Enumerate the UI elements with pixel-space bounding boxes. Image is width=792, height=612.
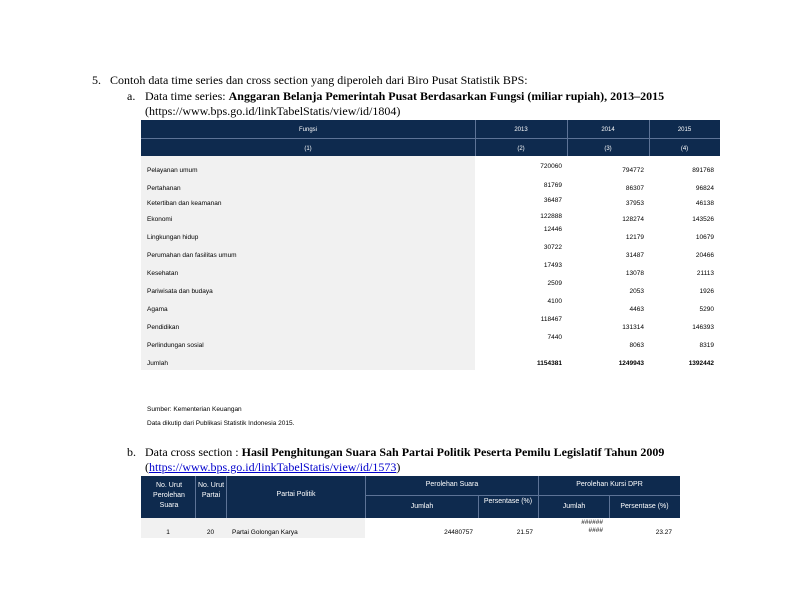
table-a-row-label: Perlindungan sosial xyxy=(147,342,204,349)
table-a-row-label: Ketertiban dan keamanan xyxy=(147,200,222,207)
item-a-letter: a. xyxy=(127,89,136,103)
table-a-row-label: Ekonomi xyxy=(147,216,173,223)
table-a-col-fungsi: Fungsi xyxy=(298,127,317,133)
table-a-cell-2015: 20466 xyxy=(695,252,714,259)
table-a-cell-2014: 131314 xyxy=(622,324,644,331)
item-a-prefix: Data time series: xyxy=(145,89,229,103)
table-a-cell-2013: 122888 xyxy=(540,213,562,220)
table-a-row-label: Agama xyxy=(147,306,168,313)
table-a-cell-2013: 7440 xyxy=(547,334,562,341)
table-a-cell-2015: 146393 xyxy=(692,324,714,331)
table-b-col-no-partai: No. Urut Partai xyxy=(197,482,225,499)
table-b-col-no-perolehan: No. Urut Perolehan Suara xyxy=(153,482,185,509)
table-a-row-label: Pendidikan xyxy=(147,324,180,331)
table-a-cell-2013: 118467 xyxy=(540,316,562,323)
item-b-heading xyxy=(145,445,664,459)
table-a-sub-4: (4) xyxy=(680,146,689,152)
table-b-cell-persen-kursi: 23.27 xyxy=(655,529,672,536)
table-a-cell-2014: 2053 xyxy=(629,288,644,295)
item-a-heading xyxy=(145,89,664,103)
table-a-col-2015: 2015 xyxy=(677,127,692,133)
table-b-col-jumlah-kursi: Jumlah xyxy=(562,503,586,510)
table-a-cell-2015: 5290 xyxy=(699,306,714,313)
table-a-total-2014: 1249943 xyxy=(618,360,644,367)
item-b-url-line xyxy=(145,460,400,474)
table-b-col-persen-suara: Persentase (%) xyxy=(483,498,533,505)
table-a-cell-2013: 720060 xyxy=(540,163,562,170)
item-b-url-link[interactable]: https://www.bps.go.id/linkTabelStatis/view/id/1573 xyxy=(149,460,397,474)
table-a-total-2015: 1392442 xyxy=(688,360,714,367)
table-a-col-2013: 2013 xyxy=(514,127,528,133)
table-a-cell-2014: 12179 xyxy=(625,234,644,241)
table-a-cell-2015: 1926 xyxy=(699,288,714,295)
table-a-row-label: Pertahanan xyxy=(147,185,181,192)
table-a-sub-1: (1) xyxy=(304,146,312,152)
table-a-cell-2013: 2509 xyxy=(547,280,562,287)
table-b-cell-kursi-2: #### xyxy=(588,527,603,534)
table-a-citation: Data dikutip dari Publikasi Statistik Indonesia 2015. xyxy=(147,420,295,427)
table-b-cell-jumlah: 24480757 xyxy=(444,529,473,536)
table-a-row-label: Lingkungan hidup xyxy=(147,234,199,241)
table-a-cell-2015: 8319 xyxy=(699,342,714,349)
table-a-cell-2015: 10679 xyxy=(695,234,714,241)
table-a-cell-2015: 143526 xyxy=(692,216,714,223)
table-a-row-label: Kesehatan xyxy=(147,270,179,277)
item-b-prefix: Data cross section : xyxy=(145,445,242,459)
table-a-source: Sumber: Kementerian Keuangan xyxy=(147,406,242,413)
table-a xyxy=(141,120,720,370)
table-a-cell-2015: 46138 xyxy=(695,200,714,207)
table-a-cell-2014: 794772 xyxy=(622,167,644,174)
table-a-cell-2014: 128274 xyxy=(622,216,644,223)
table-b-cell-kursi-1: ###### xyxy=(581,519,603,526)
table-a-cell-2013: 17493 xyxy=(543,262,562,269)
table-b-cell-persen: 21.57 xyxy=(516,529,533,536)
table-a-cell-2014: 8063 xyxy=(629,342,644,349)
item-b-url-close: ) xyxy=(396,460,401,474)
item-5-number: 5. xyxy=(92,73,101,87)
table-a-cell-2013: 81769 xyxy=(543,182,562,189)
item-b-title: Hasil Penghitungan Suara Sah Partai Politik Peserta Pemilu Legislatif Tahun 2009 xyxy=(241,445,665,459)
table-a-cell-2015: 891768 xyxy=(692,167,714,174)
item-a-url: (https://www.bps.go.id/linkTabelStatis/view/id/1804) xyxy=(145,104,401,118)
table-a-cell-2014: 13078 xyxy=(625,270,644,277)
table-a-total-2013: 1154381 xyxy=(537,360,562,367)
table-a-row-label: Pariwisata dan budaya xyxy=(147,288,213,295)
table-a-row-label: Perumahan dan fasilitas umum xyxy=(147,252,237,259)
table-a-cell-2014: 37953 xyxy=(625,200,644,207)
table-b-col-perolehan-kursi: Perolehan Kursi DPR xyxy=(576,481,643,488)
table-a-cell-2015: 21113 xyxy=(696,270,714,277)
item-b-letter: b. xyxy=(127,445,136,459)
table-b-cell-partai: Partai Golongan Karya xyxy=(232,529,298,536)
table-a-cell-2014: 4463 xyxy=(629,306,644,313)
table-a-header xyxy=(141,120,720,156)
table-a-col-2014: 2014 xyxy=(601,127,615,133)
table-b-col-perolehan-suara: Perolehan Suara xyxy=(425,481,479,488)
table-b-col-persen-kursi: Persentase (%) xyxy=(620,503,669,510)
table-a-sub-3: (3) xyxy=(604,146,612,152)
item-b-url-open: ( xyxy=(145,460,149,474)
table-b-header xyxy=(141,476,680,518)
table-b-col-jumlah-suara: Jumlah xyxy=(410,503,434,510)
table-a-cell-2013: 12446 xyxy=(543,226,562,233)
table-b-col-partai: Partai Politik xyxy=(276,491,316,498)
table-b-cell-no-partai: 20 xyxy=(206,529,215,536)
item-a-title: Anggaran Belanja Pemerintah Pusat Berdasarkan Fungsi (miliar rupiah), 2013–2015 xyxy=(228,89,665,103)
table-a-cell-2013: 36487 xyxy=(543,197,562,204)
table-b-cell-no-perolehan: 1 xyxy=(166,529,170,536)
table-a-total-label: Jumlah xyxy=(147,360,168,367)
table-a-cell-2013: 30722 xyxy=(543,244,562,251)
table-b xyxy=(141,476,680,542)
table-a-row-label: Pelayanan umum xyxy=(147,167,198,174)
table-a-sub-2: (2) xyxy=(517,146,525,152)
item-5-text: Contoh data time series dan cross section yang diperoleh dari Biro Pusat Statistik BPS: xyxy=(110,73,528,87)
table-a-cell-2015: 96824 xyxy=(695,185,714,192)
table-a-cell-2014: 31487 xyxy=(625,252,644,259)
table-a-cell-2013: 4100 xyxy=(547,298,562,305)
table-a-cell-2014: 86307 xyxy=(625,185,644,192)
